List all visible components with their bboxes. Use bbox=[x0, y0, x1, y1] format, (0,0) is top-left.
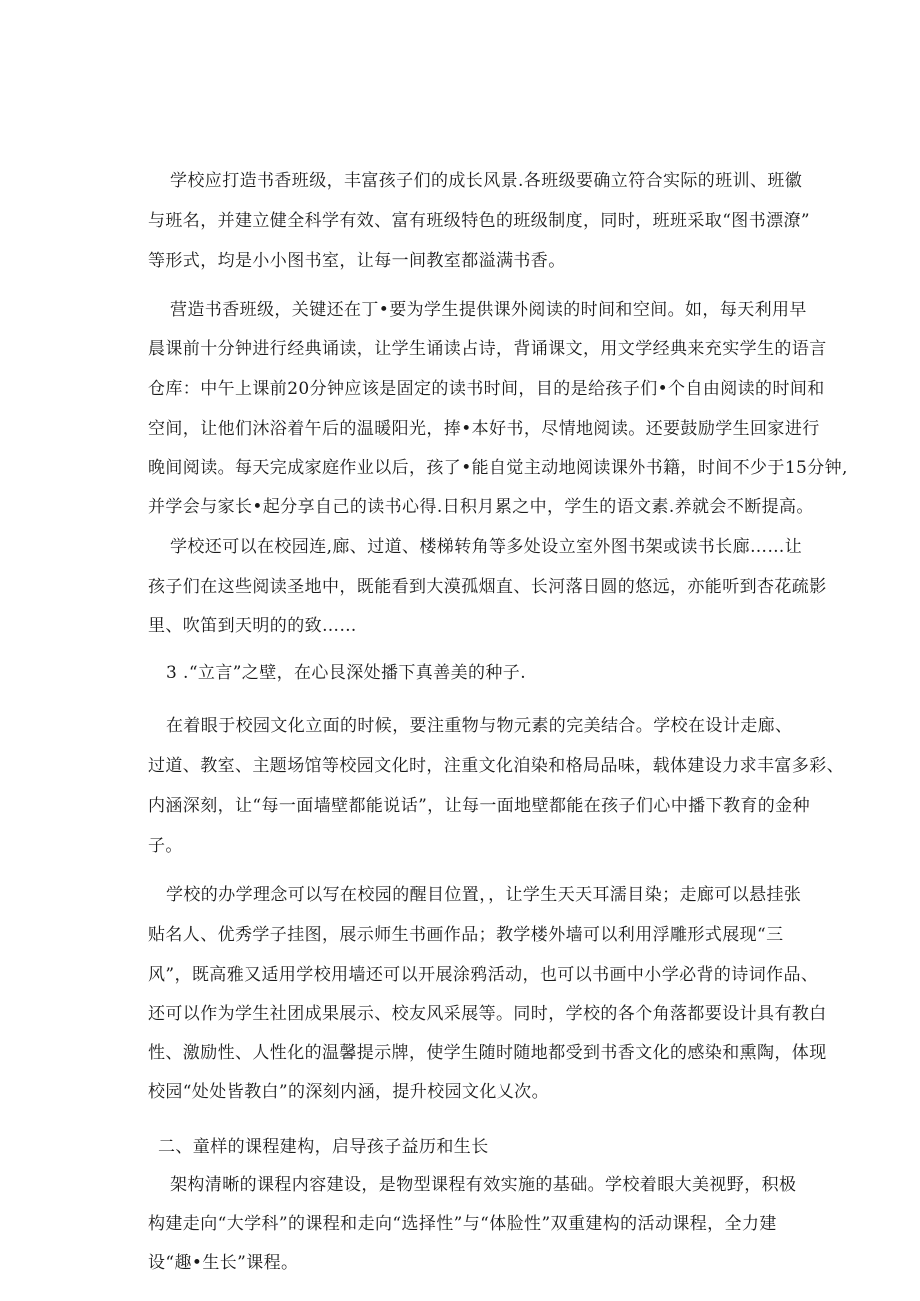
paragraph-6-line-3: 设“趣•生长”课程。 bbox=[148, 1253, 299, 1273]
paragraph-1-line-2: 与班名，并建立健全科学有效、富有班级特色的班级制度，同时，班班采取“图书漂潦” bbox=[148, 211, 810, 231]
paragraph-3-line-3: 里、吹笛到天明的的致…… bbox=[148, 616, 357, 636]
paragraph-4-line-1: 在着眼于校园文化立面的时候，要注重物与物元素的完美结合。学校在设计走廊、 bbox=[166, 716, 793, 736]
section-heading-3: 3 .“立言”之壁，在心艮深处播下真善美的种子. bbox=[166, 663, 527, 683]
paragraph-3-line-1: 学校还可以在校园连,廊、过道、楼梯转角等多处设立室外图书架或读书长廊……让 bbox=[170, 537, 803, 557]
paragraph-5-line-5: 性、激励性、人性化的温馨提示牌，使学生随时随地都受到书香文化的感染和熏陶，体现 bbox=[148, 1043, 827, 1063]
paragraph-2-line-2: 晨课前十分钟进行经典诵读，让学生诵读占诗，背诵课文，用文学经典来充实学生的语言 bbox=[148, 339, 827, 359]
paragraph-2-line-1: 营造书香班级，关键还在丁•要为学生提供课外阅读的时间和空间。如，每天利用早 bbox=[170, 300, 807, 320]
paragraph-3-line-2: 孩子们在这些阅读圣地中，既能看到大漠孤烟直、长河落日圆的悠远，亦能听到杏花疏影 bbox=[148, 577, 827, 597]
paragraph-6-line-1: 架构清晰的课程内容建设，是物型课程有效实施的基础。学校着眼大美视野，积极 bbox=[170, 1175, 797, 1195]
paragraph-2-line-5: 晚间阅读。每天完成家庭作业以后，孩了•能自觉主动地阅读课外书籍，时间不少于15分钟, bbox=[148, 458, 848, 478]
paragraph-1-line-3: 等形式，均是小小图书室，让每一间教室都溢满书香。 bbox=[148, 251, 566, 271]
paragraph-5-line-2: 贴名人、优秀学子挂图，展示师生书画作品；教学楼外墙可以利用浮雕形式展现“三 bbox=[148, 925, 784, 945]
paragraph-2-line-3: 仓库：中午上课前20分钟应该是固定的读书时间，目的是给孩子们•个自由阅读的时间和 bbox=[148, 379, 825, 399]
paragraph-5-line-3: 风”，既高雅又适用学校用墙还可以开展涂鸦活动，也可以书画中小学必背的诗词作品、 bbox=[148, 965, 819, 985]
paragraph-4-line-2: 过道、教室、主题场馆等校园文化时，注重文化洎染和格局品味，载体建设力求丰富多彩、 bbox=[148, 756, 844, 776]
paragraph-1-line-1: 学校应打造书香班级，丰富孩子们的成长风景.各班级要确立符合实际的班训、班徽 bbox=[170, 171, 803, 191]
section-heading-2: 二、童样的课程建构，启导孩子益历和生长 bbox=[158, 1137, 489, 1157]
paragraph-6-line-2: 构建走向“大学科”的课程和走向“选择性”与“体脸性”双重建构的活动课程，全力建 bbox=[148, 1214, 777, 1234]
paragraph-5-line-4: 还可以作为学生社团成果展示、校友风采展等。同时，学校的各个角落都要设计具有教白 bbox=[148, 1004, 827, 1024]
paragraph-5-line-6: 校园“处处皆教白”的深刻内涵，提升校园文化乂次。 bbox=[148, 1082, 549, 1102]
paragraph-2-line-4: 空间，让他们沐浴着午后的温暖阳光，捧•本好书，尽情地阅读。还要鼓励学生回家进行 bbox=[148, 419, 820, 439]
paragraph-2-line-6: 并学会与家长•起分享自己的读书心得.日积月累之中，学生的语文素.养就会不断提高。 bbox=[148, 497, 814, 517]
paragraph-4-line-3: 内涵深刻，让“每一面墙壁都能说话”，让每一面地壁都能在孩子们心中播下教育的金种 bbox=[148, 796, 810, 816]
paragraph-4-line-4: 子。 bbox=[148, 836, 183, 856]
paragraph-5-line-1: 学校的办学理念可以写在校园的醒目位置，，让学生天天耳濡目染；走廊可以悬挂张 bbox=[166, 885, 802, 905]
